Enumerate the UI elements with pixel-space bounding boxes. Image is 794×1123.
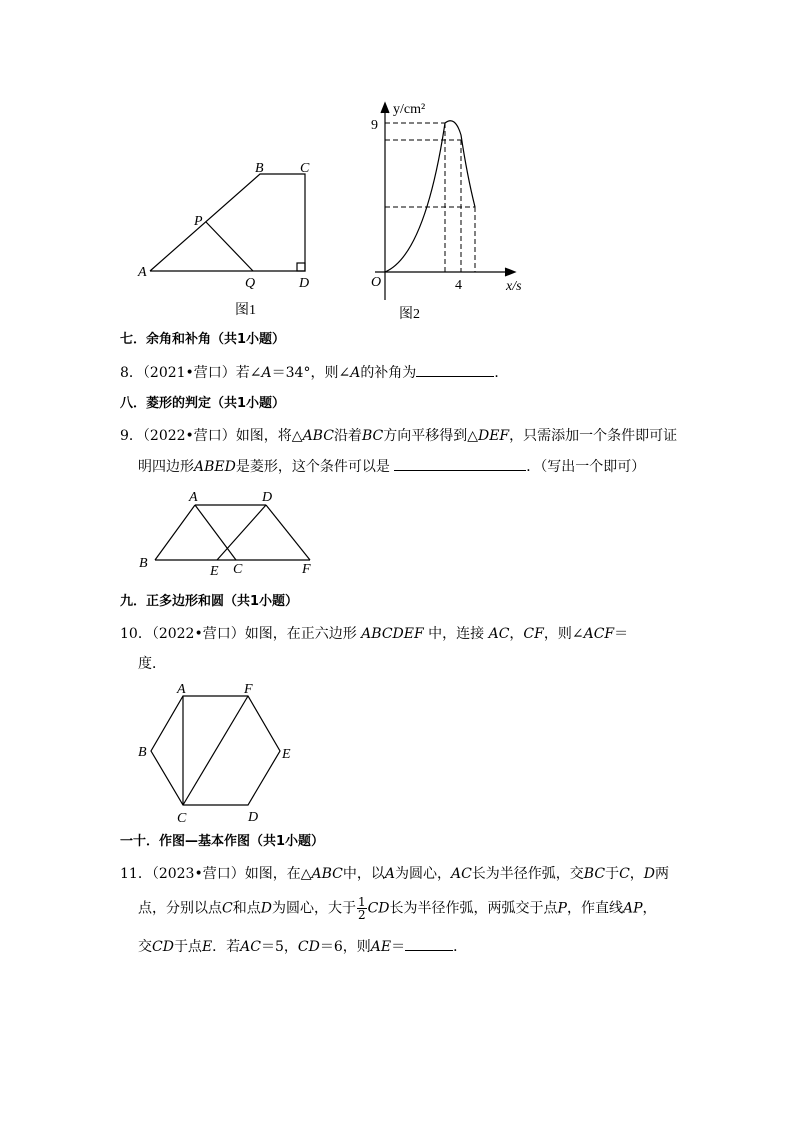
section-heading-10: 一十．作图—基本作图（共1小题） (120, 834, 325, 849)
question-10-line-1: 10．（2022•营口）如图，在正六边形 ABCDEF 中，连接 AC，CF，则∠ACF＝ (120, 626, 629, 642)
label-c: C (300, 161, 310, 176)
label-d: D (299, 276, 310, 291)
origin-label: O (371, 275, 382, 290)
label-c: C (233, 562, 243, 577)
label-p: P (194, 214, 203, 229)
segment-pq (206, 222, 253, 271)
answer-blank (394, 456, 526, 471)
label-d: D (248, 810, 259, 825)
label-a: A (138, 265, 147, 280)
x-tick-4: 4 (455, 278, 462, 293)
y-tick-9: 9 (371, 118, 378, 133)
question-11-line-2: 点，分别以点C和点D为圆心，大于 $\frac{1}{2}$ CD长为半径作弧，两弧交于点P，作直线AP， (138, 895, 657, 922)
label-f: F (244, 682, 253, 697)
label-b: B (255, 161, 264, 176)
question-8: 8．（2021•营口）若∠A＝34°，则∠A的补角为 ． (120, 362, 508, 383)
question-9-line-2: 明四边形ABED是菱形，这个条件可以是 ．（写出一个即可） (138, 456, 645, 477)
question-10-line-2: 度． (138, 656, 166, 672)
fraction-one-half: $\frac{1}{2}$ (357, 895, 366, 922)
caption-fig2: 图2 (399, 307, 420, 322)
label-q: Q (245, 276, 256, 291)
figure-1 (130, 150, 330, 330)
section-heading-7: 七．余角和补角（共1小题） (120, 332, 286, 347)
trapezoid-outline (150, 174, 305, 271)
question-9-line-1: 9．（2022•营口）如图，将△ABC沿着BC方向平移得到△DEF，只需添加一个条件即可证 (120, 428, 678, 444)
answer-blank (405, 936, 453, 951)
y-axis-arrow (381, 103, 389, 113)
label-e: E (210, 564, 219, 579)
segment-cf (183, 696, 248, 805)
x-axis-arrow (505, 268, 515, 276)
label-b: B (138, 745, 147, 760)
label-b: B (139, 556, 148, 571)
label-f: F (302, 562, 311, 577)
figure-q10 (130, 678, 300, 828)
label-a: A (189, 490, 198, 505)
label-e: E (282, 747, 291, 762)
question-11-line-1: 11．（2023•营口）如图，在△ABC中，以A为圆心，AC长为半径作弧，交BC于C，D两 (120, 866, 670, 882)
label-c: C (177, 811, 187, 826)
label-a: A (177, 682, 186, 697)
caption-fig1: 图1 (235, 303, 256, 318)
section-heading-8: 八．菱形的判定（共1小题） (120, 396, 286, 411)
x-axis-label: x/s (506, 279, 522, 294)
y-axis-label: y/cm² (393, 102, 426, 117)
right-angle-mark (297, 263, 305, 271)
label-d: D (262, 490, 273, 505)
section-heading-9: 九．正多边形和圆（共1小题） (120, 594, 299, 609)
figure-q9 (130, 485, 330, 580)
question-11-line-3: 交CD于点E．若AC＝5，CD＝6，则AE＝ ． (138, 936, 467, 957)
figure-2 (355, 95, 545, 330)
answer-blank (416, 362, 494, 377)
